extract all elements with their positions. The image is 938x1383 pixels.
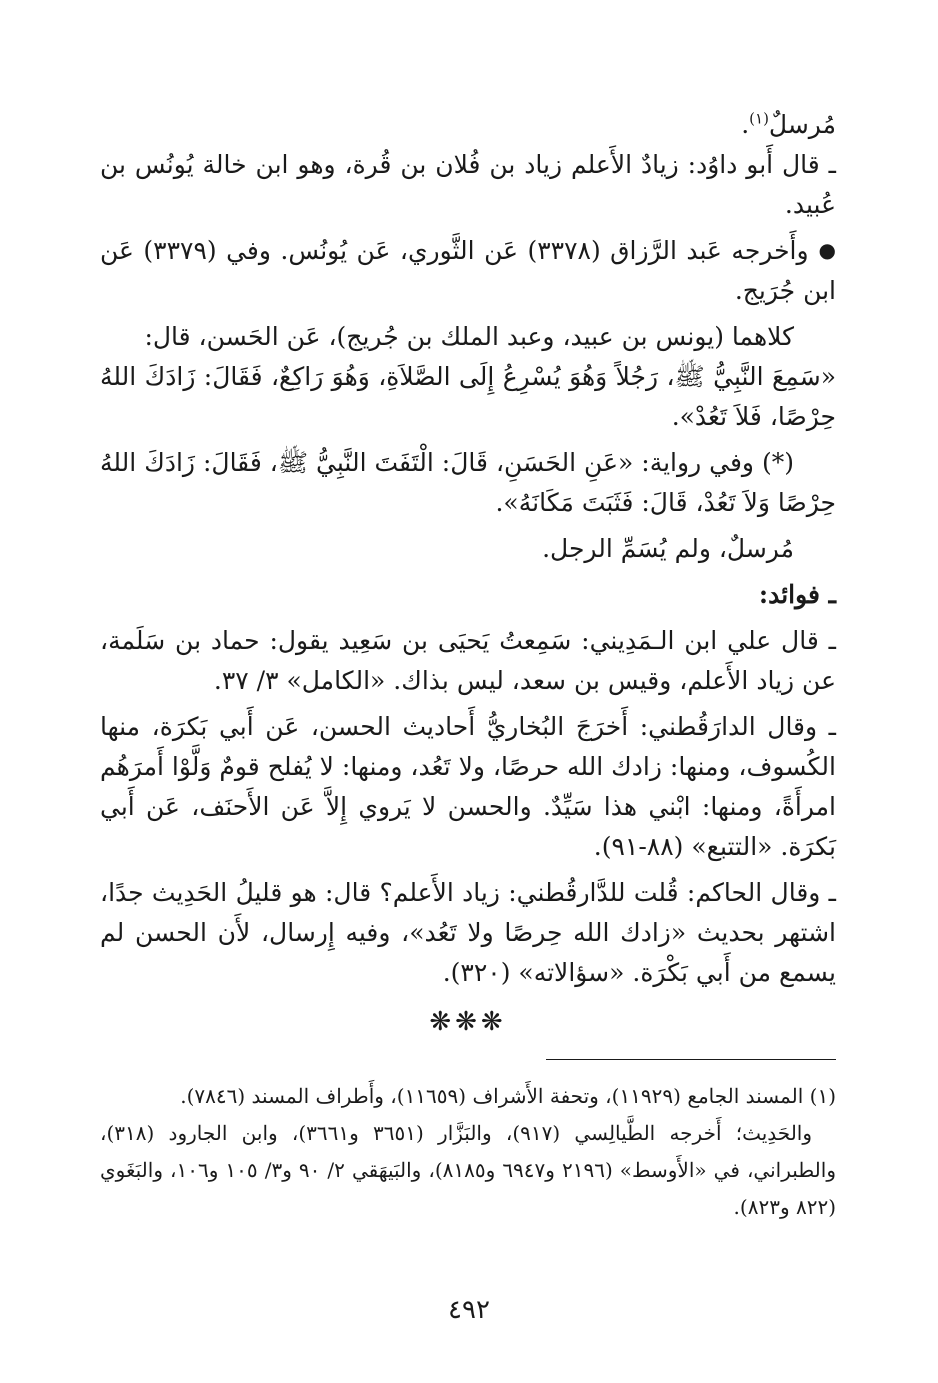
paragraph-mursal-note: مُرسلٌ، ولم يُسَمِّ الرجل. [542,534,794,563]
section-separator: ❋❋❋ [429,1007,507,1037]
paragraph-abu-dawud: ـ قال أَبو داوُد: زيادٌ الأَعلم زياد بن فُلان بن قُرة، وهو ابن خالة يُونُس بن عُبيد. [100,150,836,219]
bullet-icon: ● [818,238,836,262]
paragraph-hakim: ـ وقال الحاكم: قُلت للدَّارقُطني: زياد الأَعلم؟ قال: هو قليلُ الحَدِيث جدًا، اشتهر بحديث «زادك الله حِرصًا ولا تَعُد»، وفيه إِرسال، لأَن الحسن لم يسمع من أَبي بَكْرَة. «سؤالاته» (٣٢٠). [100,878,836,987]
section-heading-fawaid: ـ فوائد: [758,580,836,609]
paragraph-takhrij [100,231,836,311]
paragraph-daraqutni: ـ وقال الدارَقُطني: أَخرَجَ البُخاريُّ أَحاديث الحسن، عَن أَبي بَكرَة، منها الكُسوف، ومنها: زادك الله حرصًا، ولا تَعُد، ومنها: لا يُفلح قومٌ وَلَّوْا أَمرَهُم امرأَةً، ومنها: ابْني هذا سَيِّدٌ. والحسن لا يَروي إِلاَّ عَن الأَحنَف، عَن أَبي بَكرَة. «التتبع» (٨٨-٩١). [100,712,836,861]
paragraph-mursal [100,105,836,145]
takhrij-text: وأَخرجه عَبد الرَّزاق (٣٣٧٨) عَن الثَّوري، عَن يُونُس. وفي (٣٣٧٩) عَن ابن جُرَيج. [100,236,836,305]
hadith-text: «سَمِعَ النَّبِيُّ ﷺ، رَجُلاً وَهُوَ يُسْرِعُ إِلَى الصَّلاَةِ، وَهُوَ رَاكِعٌ، فَقَالَ: زَادَكَ اللهُ حِرْصًا، فَلاَ تَعُدْ». [100,362,836,431]
footnote-ref[interactable]: (١) [749,109,769,128]
footnote-1-continuation: والحَدِيث؛ أَخرجه الطَّيالِسي (٩١٧)، والبَزَّار (٣٦٥١ و٣٦٦١)، وابن الجارود (٣١٨)، والطبراني، في «الأَوسط» (٢١٩٦ و٦٩٤٧ و٨١٨٥)، والبَيهَقي ٢/ ٩٠ و٣/ ١٠٥ و١٠٦، والبَغَوي (٨٢٢ و٨٢٣). [100,1121,836,1219]
mursal-text: مُرسلٌ [768,110,836,139]
paragraph-madini: ـ قال علي ابن الـمَدِيني: سَمِعتُ يَحيَى بن سَعِيد يقول: حماد بن سَلَمة، عن زياد الأَعلم، وقيس بن سعد، ليس بذاك. «الكامل» ٣/ ٣٧. [100,626,836,695]
main-text [100,105,836,993]
mursal-period: . [741,110,750,139]
page-number: ٤٩٢ [448,1295,490,1325]
hadith-variant: (*) وفي رواية: «عَنِ الحَسَنِ، قَالَ: الْتَفَتَ النَّبِيُّ ﷺ، فَقَالَ: زَادَكَ اللهُ حِرْصًا وَلاَ تَعُدْ، قَالَ: فَثَبَتَ مَكَانَهُ». [100,448,836,517]
footnotes [100,1078,836,1226]
footnote-rule [546,1059,836,1060]
footnote-1: (١) المسند الجامع (١١٩٢٩)، وتحفة الأَشراف (١١٦٥٩)، وأَطراف المسند (٧٨٤٦). [180,1084,836,1108]
page-content [100,105,836,1226]
paragraph-both: كلاهما (يونس بن عبيد، وعبد الملك بن جُريج)، عَن الحَسن، قال: [144,322,794,351]
